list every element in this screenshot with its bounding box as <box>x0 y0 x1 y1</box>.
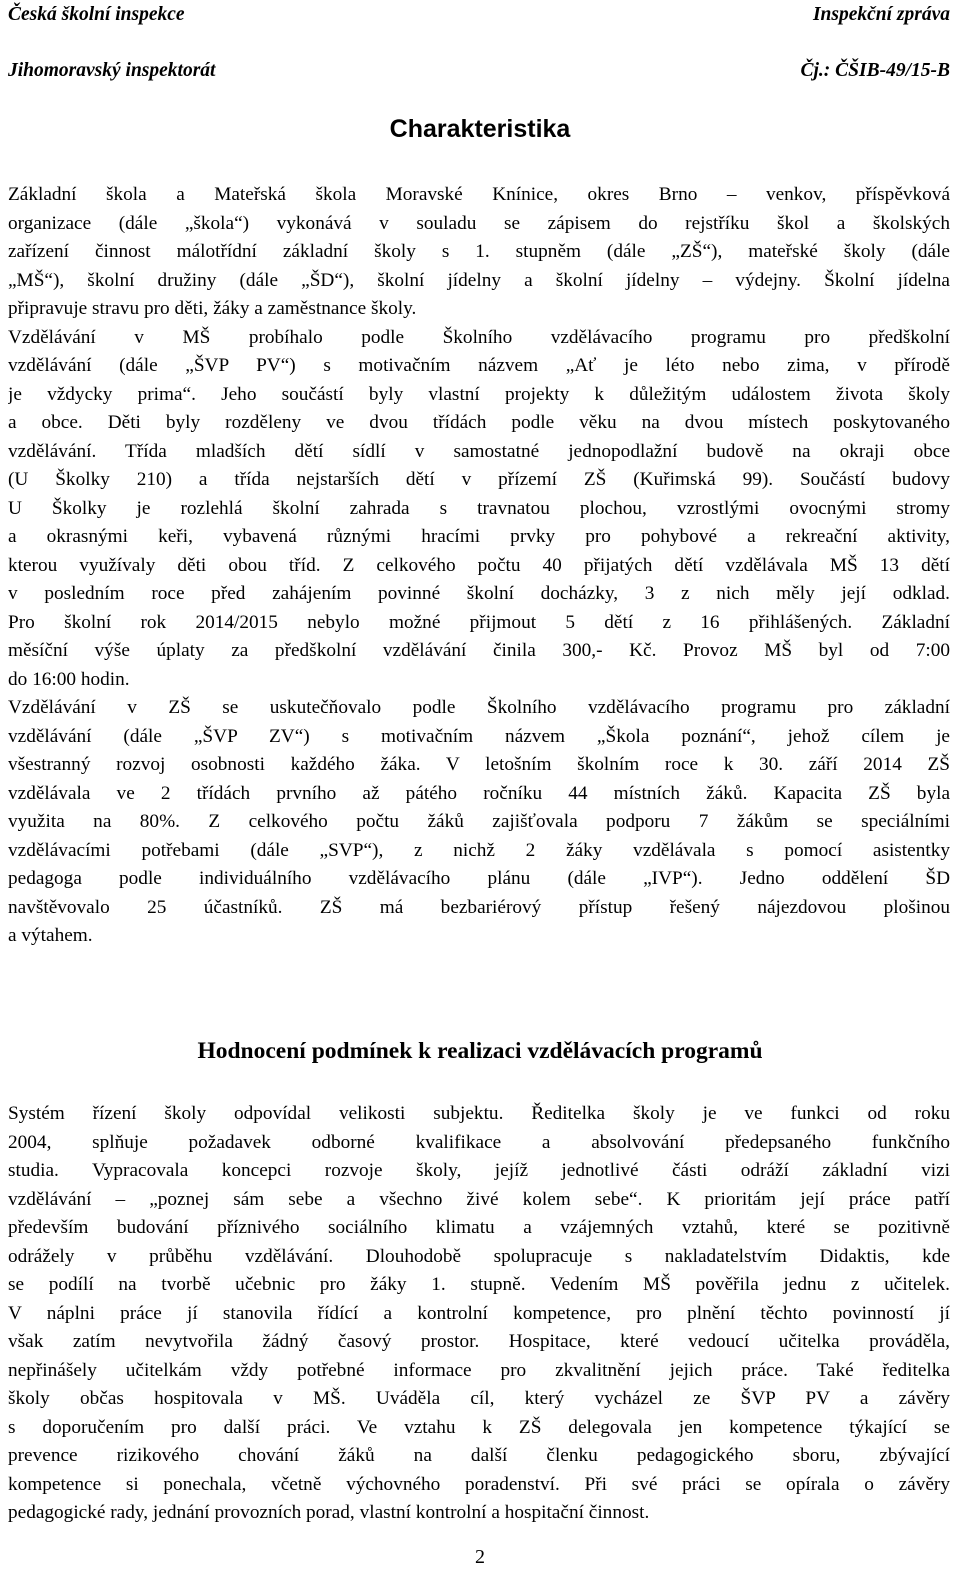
page-number: 2 <box>475 1546 485 1568</box>
text-line: V náplni práce jí stanovila řídící a kontrolní kompetence, pro plnění těchto povinností jí <box>8 1302 950 1324</box>
text-line: pedagoga podle individuálního vzdělávacího plánu (dále „IVP“). Jedno oddělení ŠD <box>8 868 950 889</box>
text-line: studia. Vypracovala koncepci rozvoje školy, jejíž jednotlivé části odráží základní vizi <box>8 1160 950 1181</box>
text-line: navštěvovalo 25 účastníků. ZŠ má bezbariérový přístup řešený nájezdovou plošinou <box>8 896 950 918</box>
text-line: nepřinášely učitelkám vždy potřebné informace pro zkvalitnění jejich práce. Také ředitelka <box>8 1359 950 1381</box>
text-line: a okrasnými keři, vybavená různými hracími prvky pro pohybové a rekreační aktivity, <box>8 526 950 547</box>
text-line: do 16:00 hodin. <box>8 668 130 690</box>
text-line: vzdělávání (dále „ŠVP ZV“) s motivačním názvem „Škola poznání“, jehož cílem je <box>8 725 950 747</box>
text-line: pedagogické rady, jednání provozních porad, vlastní kontrolní a hospitační činnost. <box>8 1502 650 1523</box>
text-line: zařízení činnost málotřídní základní školy s 1. stupněm (dále „ZŠ“), mateřské školy (dále <box>8 241 950 262</box>
text-line: vzdělávala ve 2 třídách prvního až pátého ročníku 44 místních žáků. Kapacita ZŠ byla <box>8 782 950 804</box>
text-line: Vzdělávání v ZŠ se uskutečňovalo podle Školního vzdělávacího programu pro základní <box>8 697 950 718</box>
characteristics-body <box>8 181 950 951</box>
text-line: využita na 80%. Z celkového počtu žáků zajišťovala podporu 7 žákům se speciálními <box>8 811 950 832</box>
text-line: vzdělávání. Třída mladších dětí sídlí v samostatné jednopodlažní budově na okraji obce <box>8 440 950 462</box>
section-title-conditions: Hodnocení podmínek k realizaci vzdělávacích programů <box>197 1038 763 1064</box>
text-line: Vzdělávání v MŠ probíhalo podle Školního vzdělávacího programu pro předškolní <box>8 326 950 348</box>
text-line: prevence rizikového chování žáků na další členku pedagogického sboru, zbývající <box>8 1445 950 1466</box>
text-line: organizace (dále „škola“) vykonává v souladu se zápisem do rejstříku škol a školských <box>8 212 950 234</box>
text-line: (U Školky 210) a třída nejstarších dětí v přízemí ZŠ (Kuřimská 99). Součástí budovy <box>8 469 950 490</box>
text-line: se podílí na tvorbě učebnic pro žáky 1. stupně. Vedením MŠ pověřila jednu z učitelek. <box>8 1274 950 1295</box>
text-line: a obce. Děti byly rozděleny ve dvou třídách podle věku na dvou místech poskytovaného <box>8 412 950 433</box>
text-line: U Školky je rozlehlá školní zahrada s travnatou plochou, vzrostlými ovocnými stromy <box>8 497 950 519</box>
text-line: s doporučením pro další práci. Ve vztahu k ZŠ delegovala jen kompetence týkající se <box>8 1416 950 1438</box>
text-line: vzdělávání (dále „ŠVP PV“) s motivačním názvem „Ať je léto nebo zima, v přírodě <box>8 355 950 376</box>
header-reference-number: Čj.: ČŠIB-49/15-B <box>800 60 950 81</box>
text-line: vzdělávacími potřebami (dále „SVP“), z nichž 2 žáky vzdělávala s pomocí asistentky <box>8 839 950 861</box>
text-line: a výtahem. <box>8 925 93 946</box>
text-line: v posledním roce před zahájením povinné školní docházky, 3 z nich měly její odklad. <box>8 583 950 604</box>
text-line: měsíční výše úplaty za předškolní vzdělávání činila 300,- Kč. Provoz MŠ byl od 7:00 <box>8 640 950 661</box>
text-line: však zatím nevytvořila žádný časový prostor. Hospitace, které vedoucí učitelka prováděla, <box>8 1331 950 1352</box>
text-line: „MŠ“), školní družiny (dále „ŠD“), školní jídelny a školní jídelny – výdejny. Školní jídelna <box>8 269 950 291</box>
header-org: Česká školní inspekce <box>8 4 185 25</box>
text-line: kterou využívaly děti obou tříd. Z celkového počtu 40 přijatých dětí vzdělávala MŠ 13 dětí <box>8 554 950 576</box>
header-region: Jihomoravský inspektorát <box>8 60 216 81</box>
text-line: 2004, splňuje požadavek odborné kvalifikace a absolvování předepsaného funkčního <box>8 1131 950 1153</box>
text-line: vzdělávání – „poznej sám sebe a všechno živé kolem sebe“. K prioritám její práce patří <box>8 1188 950 1210</box>
text-line: Systém řízení školy odpovídal velikosti subjektu. Ředitelka školy je ve funkci od roku <box>8 1103 950 1124</box>
section-title-characteristics: Charakteristika <box>389 115 571 143</box>
text-line: připravuje stravu pro děti, žáky a zaměstnance školy. <box>8 298 417 319</box>
text-line: je vždycky prima“. Jeho součástí byly vlastní projekty k důležitým událostem života školy <box>8 383 950 405</box>
text-line: především budování příznivého sociálního klimatu a vzájemných vztahů, které se pozitivně <box>8 1217 950 1238</box>
text-line: odrážely v průběhu vzdělávání. Dlouhodobě spolupracuje s nakladatelstvím Didaktis, kde <box>8 1245 950 1267</box>
text-line: všestranný rozvoj osobnosti každého žáka. V letošním školním roce k 30. září 2014 ZŠ <box>8 754 950 775</box>
text-line: školy občas hospitovala v MŠ. Uváděla cíl, který vycházel ze ŠVP PV a závěry <box>8 1388 950 1409</box>
text-line: Pro školní rok 2014/2015 nebylo možné přijmout 5 dětí z 16 přihlášených. Základní <box>8 611 950 633</box>
text-line: Základní škola a Mateřská škola Moravské Knínice, okres Brno – venkov, příspěvková <box>8 184 950 205</box>
header-doc-type: Inspekční zpráva <box>812 4 950 25</box>
text-line: kompetence si ponechala, včetně výchovného poradenství. Při své práci se opírala o závěry <box>8 1473 950 1495</box>
conditions-body <box>8 1100 950 1528</box>
